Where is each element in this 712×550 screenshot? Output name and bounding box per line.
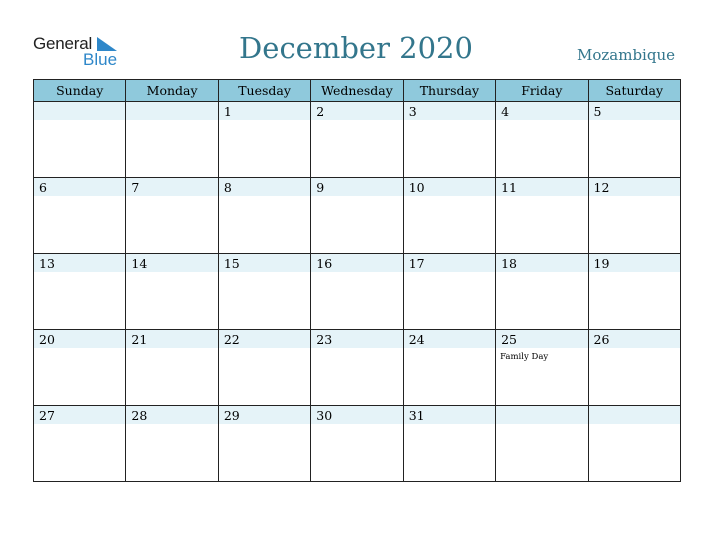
- day-cell: [588, 406, 680, 482]
- day-number-bar: [34, 406, 125, 424]
- day-number: 18: [501, 256, 518, 271]
- day-number: 15: [223, 256, 240, 271]
- day-number: 24: [408, 332, 425, 347]
- day-cell: [34, 254, 126, 330]
- day-cell: [311, 330, 403, 406]
- day-number-bar: [404, 330, 495, 348]
- day-number-bar: [496, 406, 587, 424]
- day-number: 23: [316, 332, 333, 347]
- week-row: [34, 406, 681, 482]
- day-cell: [403, 178, 495, 254]
- weekday-header: Friday: [496, 80, 588, 102]
- day-cell: [126, 102, 218, 178]
- day-cell: [126, 178, 218, 254]
- day-number: 1: [223, 104, 232, 119]
- day-number-bar: [126, 254, 217, 272]
- day-number: 10: [408, 180, 425, 195]
- day-number-bar: [126, 406, 217, 424]
- day-cell: [126, 330, 218, 406]
- day-number: 20: [39, 332, 55, 347]
- day-number-bar: [34, 254, 125, 272]
- day-number: 11: [501, 180, 518, 195]
- day-cell: [403, 330, 495, 406]
- day-cell: [34, 178, 126, 254]
- day-cell: [588, 330, 680, 406]
- day-number: 29: [223, 408, 240, 423]
- day-number-bar: [404, 102, 495, 120]
- day-cell: [588, 102, 680, 178]
- day-number-bar: [496, 254, 587, 272]
- day-number: 6: [39, 180, 47, 195]
- country-name: Mozambique: [577, 46, 675, 64]
- day-number: 26: [593, 332, 610, 347]
- page-title: December 2020: [239, 31, 473, 65]
- day-number-bar: [589, 330, 680, 348]
- day-number: 7: [131, 180, 140, 195]
- day-number-bar: [219, 178, 310, 196]
- weekday-header: Thursday: [403, 80, 495, 102]
- day-cell: [311, 406, 403, 482]
- day-number-bar: [589, 178, 680, 196]
- day-number: 2: [316, 104, 325, 119]
- week-row: [34, 178, 681, 254]
- day-cell: [496, 406, 588, 482]
- day-number-bar: [34, 330, 125, 348]
- day-number-bar: [34, 102, 125, 120]
- week-row: [34, 102, 681, 178]
- day-number: 27: [39, 408, 55, 423]
- day-cell: [218, 254, 310, 330]
- day-number: 13: [39, 256, 55, 271]
- logo-blue-text: Blue: [83, 50, 118, 69]
- day-cell: [311, 254, 403, 330]
- day-cell: [218, 178, 310, 254]
- day-number: 12: [593, 180, 610, 195]
- day-number-bar: [126, 330, 217, 348]
- day-number: 19: [593, 256, 610, 271]
- day-number: 31: [408, 408, 425, 423]
- day-number-bar: [311, 254, 402, 272]
- weekday-header: Saturday: [588, 80, 680, 102]
- day-number: 30: [316, 408, 333, 423]
- day-number: 25: [501, 332, 518, 347]
- day-number-bar: [589, 254, 680, 272]
- day-number: 8: [223, 180, 232, 195]
- day-number-bar: [219, 406, 310, 424]
- day-number-bar: [496, 330, 587, 348]
- day-number-bar: [589, 102, 680, 120]
- day-cell: [126, 406, 218, 482]
- day-number: 17: [408, 256, 425, 271]
- day-number: 4: [501, 104, 510, 119]
- day-cell: [311, 178, 403, 254]
- week-row: [34, 254, 681, 330]
- day-cell: [218, 330, 310, 406]
- day-cell: [218, 102, 310, 178]
- day-number: 3: [408, 104, 417, 119]
- weekday-header: Monday: [126, 80, 218, 102]
- holiday-label: Family Day: [500, 352, 549, 362]
- day-number-bar: [219, 330, 310, 348]
- day-cell: [588, 178, 680, 254]
- day-number-bar: [311, 178, 402, 196]
- calendar-grid: [33, 79, 681, 482]
- day-cell: [496, 178, 588, 254]
- day-number-bar: [404, 254, 495, 272]
- weekday-header: Tuesday: [218, 80, 310, 102]
- day-number-bar: [404, 406, 495, 424]
- day-number: 21: [131, 332, 148, 347]
- day-number-bar: [311, 406, 402, 424]
- day-number-bar: [126, 102, 217, 120]
- week-row: [34, 330, 681, 406]
- day-number-bar: [589, 406, 680, 424]
- weekday-header-row: [34, 80, 681, 102]
- day-cell: [403, 102, 495, 178]
- day-number-bar: [496, 178, 587, 196]
- day-number-bar: [219, 102, 310, 120]
- weekday-header: Wednesday: [311, 80, 403, 102]
- day-number-bar: [126, 178, 217, 196]
- day-cell: [34, 406, 126, 482]
- logo-general-text: General: [33, 34, 93, 53]
- day-cell: [588, 254, 680, 330]
- day-cell: [34, 330, 126, 406]
- day-number: 5: [593, 104, 602, 119]
- day-number-bar: [311, 102, 402, 120]
- day-number: 9: [316, 180, 325, 195]
- calendar-body: [34, 102, 681, 482]
- day-cell: [311, 102, 403, 178]
- day-number-bar: [219, 254, 310, 272]
- weekday-header: Sunday: [34, 80, 126, 102]
- day-number-bar: [496, 102, 587, 120]
- day-number-bar: [311, 330, 402, 348]
- day-number-bar: [34, 178, 125, 196]
- day-cell: [34, 102, 126, 178]
- day-number: 14: [131, 256, 148, 271]
- day-cell: [496, 254, 588, 330]
- day-cell: [403, 406, 495, 482]
- day-cell: [496, 102, 588, 178]
- day-number: 28: [131, 408, 148, 423]
- day-number: 22: [223, 332, 240, 347]
- day-cell: [403, 254, 495, 330]
- day-number: 16: [316, 256, 333, 271]
- day-cell: [218, 406, 310, 482]
- day-cell: [126, 254, 218, 330]
- day-number-bar: [404, 178, 495, 196]
- day-cell: [496, 330, 588, 406]
